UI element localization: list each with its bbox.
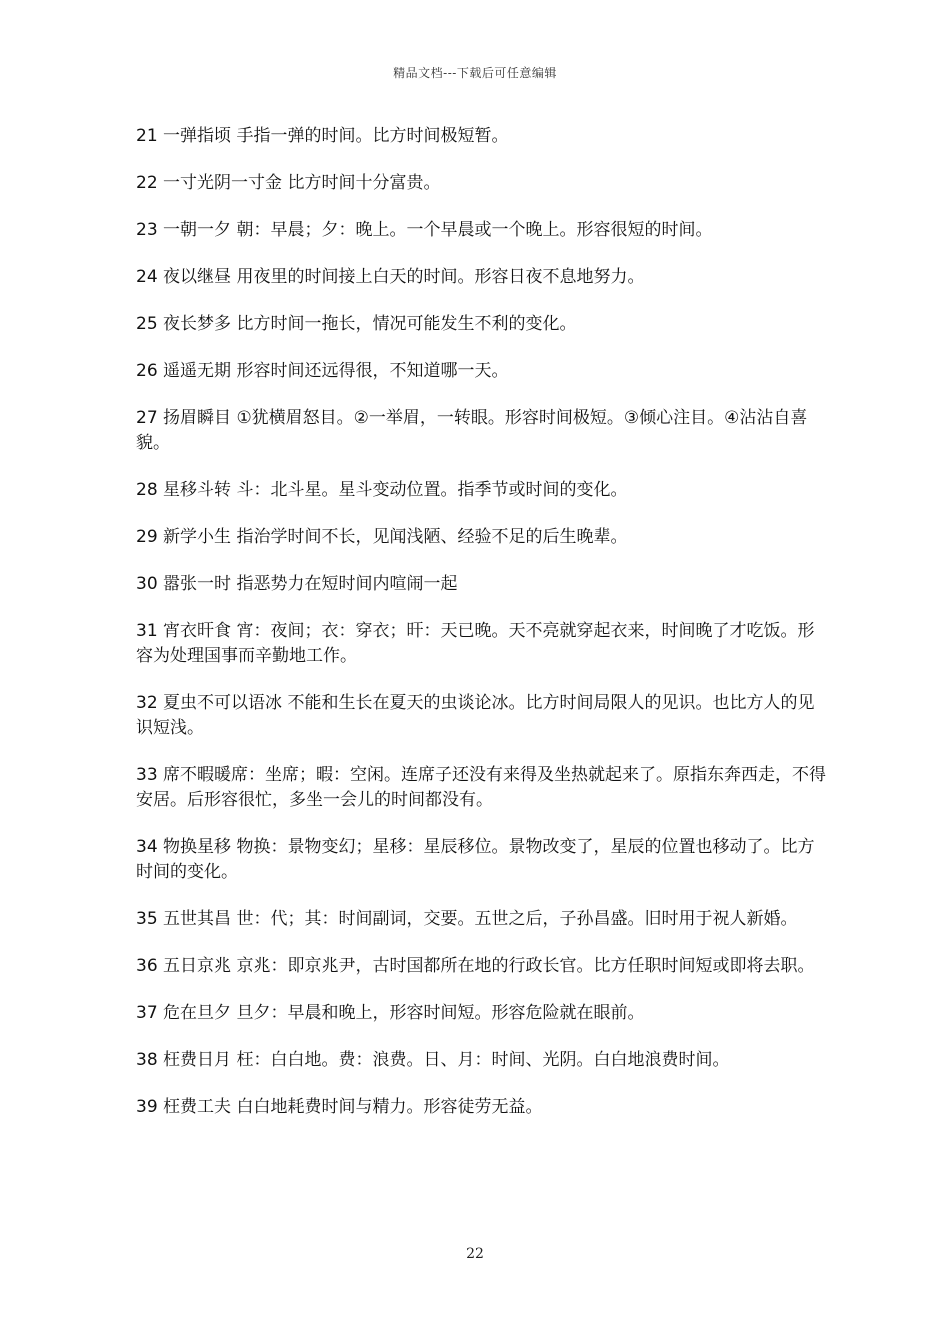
idiom-entry: 33 席不暇暖席：坐席；暇：空闲。连席子还没有来得及坐热就起来了。原指东奔西走，不得安居。后形容很忙，多坐一会儿的时间都没有。 (136, 765, 827, 810)
idiom-entry: 32 夏虫不可以语冰 不能和生长在夏天的虫谈论冰。比方时间局限人的见识。也比方人的见识短浅。 (136, 693, 815, 738)
idiom-entry: 28 星移斗转 斗：北斗星。星斗变动位置。指季节或时间的变化。 (136, 480, 628, 500)
idiom-entry: 23 一朝一夕 朝：早晨；夕：晚上。一个早晨或一个晚上。形容很短的时间。 (136, 220, 713, 240)
idiom-entry: 26 遥遥无期 形容时间还远得很，不知道哪一天。 (136, 361, 509, 381)
idiom-entry: 39 枉费工夫 白白地耗费时间与精力。形容徒劳无益。 (136, 1097, 543, 1117)
idiom-entry: 31 宵衣旰食 宵：夜间；衣：穿衣；旰：天已晚。天不亮就穿起衣来，时间晚了才吃饭。形容为处理国事而辛勤地工作。 (136, 621, 815, 666)
idiom-entry: 27 扬眉瞬目 ①犹横眉怒目。②一举眉，一转眼。形容时间极短。③倾心注目。④沾沾自喜貌。 (136, 408, 808, 453)
idiom-entry: 21 一弹指顷 手指一弹的时间。比方时间极短暂。 (136, 126, 509, 146)
idiom-list (136, 124, 830, 1142)
idiom-entry: 24 夜以继昼 用夜里的时间接上白天的时间。形容日夜不息地努力。 (136, 267, 645, 287)
idiom-entry: 25 夜长梦多 比方时间一拖长，情况可能发生不利的变化。 (136, 314, 577, 334)
idiom-entry: 38 枉费日月 枉：白白地。费：浪费。日、月：时间、光阴。白白地浪费时间。 (136, 1050, 730, 1070)
idiom-entry: 34 物换星移 物换：景物变幻；星移：星辰移位。景物改变了，星辰的位置也移动了。比方时间的变化。 (136, 837, 815, 882)
idiom-entry: 30 嚣张一时 指恶势力在短时间内喧闹一起 (136, 574, 458, 594)
page-number: 22 (466, 1246, 484, 1262)
page-header: 精品文档---下载后可任意编辑 (393, 66, 557, 80)
idiom-entry: 35 五世其昌 世：代；其：时间副词，交要。五世之后，子孙昌盛。旧时用于祝人新婚。 (136, 909, 798, 929)
idiom-entry: 37 危在旦夕 旦夕：早晨和晚上，形容时间短。形容危险就在眼前。 (136, 1003, 645, 1023)
idiom-entry: 29 新学小生 指治学时间不长，见闻浅陋、经验不足的后生晚辈。 (136, 527, 628, 547)
idiom-entry: 36 五日京兆 京兆：即京兆尹，古时国都所在地的行政长官。比方任职时间短或即将去职。 (136, 956, 815, 976)
idiom-entry: 22 一寸光阴一寸金 比方时间十分富贵。 (136, 173, 441, 193)
